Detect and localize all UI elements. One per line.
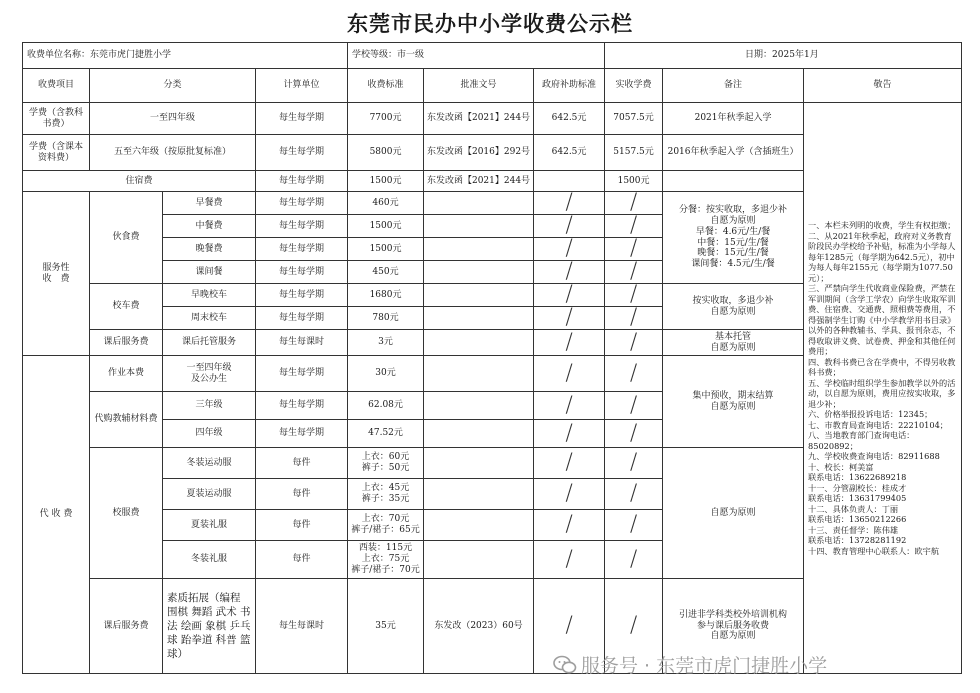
school-level: 学校等级：市一级 xyxy=(348,43,605,69)
note-cell: 2016年秋季起入学（含插班生） xyxy=(663,135,804,171)
note-cell: 自愿为原则 xyxy=(663,448,804,579)
approval-cell xyxy=(424,356,534,392)
approval-cell xyxy=(424,541,534,579)
slash-mark: / xyxy=(629,450,638,475)
subsidy-cell xyxy=(534,510,605,541)
group-cell: 代 收 费 xyxy=(23,356,90,674)
subsidy-cell xyxy=(534,192,605,215)
standard-cell: 西装：115元 上衣：75元 裤子/裙子：70元 xyxy=(348,541,424,579)
slash-mark: / xyxy=(629,392,638,418)
category-cell: 早餐费 xyxy=(163,192,256,215)
slash-mark: / xyxy=(565,260,573,284)
unit-cell: 每生每学期 xyxy=(256,238,348,261)
standard-cell: 上衣：45元 裤子：35元 xyxy=(348,479,424,510)
category-cell: 一至四年级 及公办生 xyxy=(163,356,256,392)
subsidy-cell xyxy=(534,307,605,330)
wechat-icon xyxy=(553,655,577,675)
unit-cell: 每生每学期 xyxy=(256,356,348,392)
note-cell: 集中预收，期末结算 自愿为原则 xyxy=(663,356,804,448)
header-row xyxy=(23,69,962,103)
subgroup-cell: 课后服务费 xyxy=(90,579,163,674)
category-cell: 素质拓展（编程 围棋 舞蹈 武术 书法 绘画 象棋 乒乓球 跆拳道 科普 篮球） xyxy=(163,579,256,674)
unit-cell: 每生每学期 xyxy=(256,215,348,238)
item-cell: 学费（含课本资料费） xyxy=(23,135,90,171)
header-cell: 实收学费 xyxy=(605,69,663,103)
slash-mark: / xyxy=(629,420,638,446)
page-title: 东莞市民办中小学收费公示栏 xyxy=(347,12,633,36)
slash-mark: / xyxy=(565,237,573,261)
approval-cell xyxy=(424,238,534,261)
item-cell: 住宿费 xyxy=(23,171,256,192)
item-cell: 学费（含教科书费） xyxy=(23,103,90,135)
category-cell: 冬装礼服 xyxy=(163,541,256,579)
subgroup-cell: 校服费 xyxy=(90,448,163,579)
subsidy-cell xyxy=(534,171,605,192)
slash-mark: / xyxy=(629,260,638,284)
header-cell: 批准文号 xyxy=(424,69,534,103)
note-cell: 按实收取，多退少补 自愿为原则 xyxy=(663,284,804,330)
subsidy-cell xyxy=(534,541,605,579)
unit-cell: 每生每学期 xyxy=(256,192,348,215)
slash-mark: / xyxy=(629,191,638,215)
unit-cell: 每生每学期 xyxy=(256,307,348,330)
slash-mark: / xyxy=(565,613,573,638)
slash-mark: / xyxy=(629,214,638,238)
unit-cell: 每件 xyxy=(256,479,348,510)
approval-cell xyxy=(424,392,534,420)
subgroup-cell: 课后服务费 xyxy=(90,330,163,356)
actual-cell: 5157.5元 xyxy=(605,135,663,171)
standard-cell: 1500元 xyxy=(348,171,424,192)
category-cell: 早晚校车 xyxy=(163,284,256,307)
slash-mark: / xyxy=(629,512,638,537)
actual-cell xyxy=(605,192,663,215)
standard-cell: 30元 xyxy=(348,356,424,392)
actual-cell xyxy=(605,284,663,307)
unit-cell: 每生每学期 xyxy=(256,284,348,307)
category-cell: 晚餐费 xyxy=(163,238,256,261)
unit-cell: 每生每学期 xyxy=(256,261,348,284)
approval-cell xyxy=(424,420,534,448)
standard-cell: 7700元 xyxy=(348,103,424,135)
category-cell: 三年级 xyxy=(163,392,256,420)
category-cell: 一至四年级 xyxy=(90,103,256,135)
header-cell: 备注 xyxy=(663,69,804,103)
actual-cell xyxy=(605,238,663,261)
header-cell: 收费标准 xyxy=(348,69,424,103)
subsidy-cell xyxy=(534,330,605,356)
table-row xyxy=(23,103,962,135)
actual-cell xyxy=(605,420,663,448)
unit-cell: 每件 xyxy=(256,510,348,541)
actual-cell xyxy=(605,541,663,579)
actual-cell xyxy=(605,261,663,284)
category-cell: 夏装运动服 xyxy=(163,479,256,510)
actual-cell: 1500元 xyxy=(605,171,663,192)
standard-cell: 1500元 xyxy=(348,215,424,238)
slash-mark: / xyxy=(565,214,573,238)
slash-mark: / xyxy=(565,191,573,215)
actual-cell xyxy=(605,356,663,392)
subsidy-cell xyxy=(534,215,605,238)
slash-mark: / xyxy=(565,420,573,446)
subsidy-cell xyxy=(534,392,605,420)
unit-cell: 每件 xyxy=(256,541,348,579)
slash-mark: / xyxy=(565,283,573,307)
standard-cell: 47.52元 xyxy=(348,420,424,448)
unit-cell: 每生每学期 xyxy=(256,171,348,192)
approval-cell xyxy=(424,192,534,215)
slash-mark: / xyxy=(629,546,638,572)
subgroup-cell: 校车费 xyxy=(90,284,163,330)
standard-cell: 460元 xyxy=(348,192,424,215)
slash-mark: / xyxy=(629,360,638,386)
slash-mark: / xyxy=(565,360,573,386)
slash-mark: / xyxy=(629,481,638,506)
note-cell: 分餐：按实收取，多退少补 自愿为原则 早餐：4.6元/生/餐 中餐：15元/生/餐 晚餐：15元/生/餐 课间餐：4.5元/生/餐 xyxy=(663,192,804,284)
slash-mark: / xyxy=(565,450,573,475)
approval-cell: 东发改函【2021】244号 xyxy=(424,103,534,135)
subsidy-cell xyxy=(534,448,605,479)
actual-cell xyxy=(605,510,663,541)
subsidy-cell: 642.5元 xyxy=(534,135,605,171)
category-cell: 中餐费 xyxy=(163,215,256,238)
standard-cell: 上衣：70元 裤子/裙子：65元 xyxy=(348,510,424,541)
subgroup-cell: 代购教辅材料费 xyxy=(90,392,163,448)
slash-mark: / xyxy=(565,329,573,355)
slash-mark: / xyxy=(629,613,638,638)
category-cell: 五至六年级（按原批复标准） xyxy=(90,135,256,171)
slash-mark: / xyxy=(565,546,573,572)
category-cell: 周末校车 xyxy=(163,307,256,330)
slash-mark: / xyxy=(565,306,573,330)
category-cell: 冬装运动服 xyxy=(163,448,256,479)
header-cell: 分类 xyxy=(90,69,256,103)
actual-cell xyxy=(605,330,663,356)
approval-cell: 东发改（2023）60号 xyxy=(424,579,534,674)
approval-cell xyxy=(424,510,534,541)
actual-cell xyxy=(605,448,663,479)
slash-mark: / xyxy=(565,481,573,506)
slash-mark: / xyxy=(629,329,638,355)
unit-cell: 每生每学期 xyxy=(256,135,348,171)
slash-mark: / xyxy=(629,283,638,307)
actual-cell xyxy=(605,479,663,510)
standard-cell: 3元 xyxy=(348,330,424,356)
approval-cell xyxy=(424,448,534,479)
standard-cell: 上衣：60元 裤子：50元 xyxy=(348,448,424,479)
standard-cell: 35元 xyxy=(348,579,424,674)
subsidy-cell: 642.5元 xyxy=(534,103,605,135)
actual-cell: 7057.5元 xyxy=(605,103,663,135)
notice-date: 日期：2025年1月 xyxy=(605,43,962,69)
watermark-text: 服务号 · 东莞市虎门捷胜小学 xyxy=(581,655,828,677)
subgroup-cell: 伙食费 xyxy=(90,192,163,284)
standard-cell: 450元 xyxy=(348,261,424,284)
fee-table xyxy=(22,42,962,674)
category-cell: 夏装礼服 xyxy=(163,510,256,541)
subsidy-cell xyxy=(534,420,605,448)
slash-mark: / xyxy=(565,392,573,418)
standard-cell: 1500元 xyxy=(348,238,424,261)
note-cell: 基本托管 自愿为原则 xyxy=(663,330,804,356)
unit-cell: 每生每学期 xyxy=(256,392,348,420)
category-cell: 课间餐 xyxy=(163,261,256,284)
subsidy-cell xyxy=(534,479,605,510)
slash-mark: / xyxy=(629,306,638,330)
note-cell xyxy=(663,171,804,192)
school-name: 收费单位名称：东莞市虎门捷胜小学 xyxy=(23,43,348,69)
subsidy-cell xyxy=(534,261,605,284)
slash-mark: / xyxy=(565,512,573,537)
approval-cell: 东发改函【2021】244号 xyxy=(424,171,534,192)
slash-mark: / xyxy=(629,237,638,261)
actual-cell xyxy=(605,215,663,238)
note-cell: 引进非学科类校外培训机构 参与课后服务收费 自愿为原则 xyxy=(663,579,804,674)
category-cell: 四年级 xyxy=(163,420,256,448)
note-cell: 2021年秋季起入学 xyxy=(663,103,804,135)
standard-cell: 1680元 xyxy=(348,284,424,307)
standard-cell: 780元 xyxy=(348,307,424,330)
standard-cell: 62.08元 xyxy=(348,392,424,420)
approval-cell xyxy=(424,261,534,284)
header-cell: 政府补助标准 xyxy=(534,69,605,103)
approval-cell xyxy=(424,330,534,356)
group-cell: 服务性 收 费 xyxy=(23,192,90,356)
approval-cell xyxy=(424,284,534,307)
header-cell: 敬告 xyxy=(804,69,962,103)
approval-cell: 东发改函【2016】292号 xyxy=(424,135,534,171)
header-cell: 收费项目 xyxy=(23,69,90,103)
actual-cell xyxy=(605,392,663,420)
unit-cell: 每生每学期 xyxy=(256,420,348,448)
subsidy-cell xyxy=(534,238,605,261)
unit-cell: 每生每课时 xyxy=(256,579,348,674)
subsidy-cell xyxy=(534,284,605,307)
unit-cell: 每件 xyxy=(256,448,348,479)
approval-cell xyxy=(424,307,534,330)
approval-cell xyxy=(424,479,534,510)
category-cell: 课后托管服务 xyxy=(163,330,256,356)
subgroup-cell: 作业本费 xyxy=(90,356,163,392)
approval-cell xyxy=(424,215,534,238)
actual-cell xyxy=(605,307,663,330)
notice-text: 一、本栏未列明的收费，学生有权拒缴； 二、从2021年秋季起，政府对义务教育阶段民办学校给予补贴，标准为小学每人每年1285元（每学期为642.5元），初中为每人每年2155元（每学期为1077.50元）； 三、严禁向学生代收商业保险费，严禁在军训期间（含学工学农）向学生收取军训费、住宿费、交通费、照相费等费用，不得强制学生订购《中小学教学用书目录》以外的各种教辅书、学具、报刊杂志，不得收取讲义费、试卷费、押金和其他任何费用； 四、教科书费已含在学费中，不得另收教科书费； 五、学校临时组织学生参加教学以外的活动，以自愿为原则，费用应按实收取，多退少补； 六、价格举报投诉电话：12345； 七、市教育局查询电话：22210104； 八、当地教育部门查询电话：85020892； 九、学校收费查询电话：82911688 十、校长：柯美富 联系电话：13622689218 十一、分管副校长：桂成才 联系电话：13631799405 十二、具体负责人：丁丽 联系电话：13650212266 十三、责任督学：陈伟雄 联系电话：13728281192 十四、教育管理中心联系人：欧宇航 xyxy=(804,103,962,674)
watermark xyxy=(553,651,827,678)
unit-cell: 每生每课时 xyxy=(256,330,348,356)
subsidy-cell xyxy=(534,356,605,392)
unit-cell: 每生每学期 xyxy=(256,103,348,135)
header-cell: 计算单位 xyxy=(256,69,348,103)
standard-cell: 5800元 xyxy=(348,135,424,171)
